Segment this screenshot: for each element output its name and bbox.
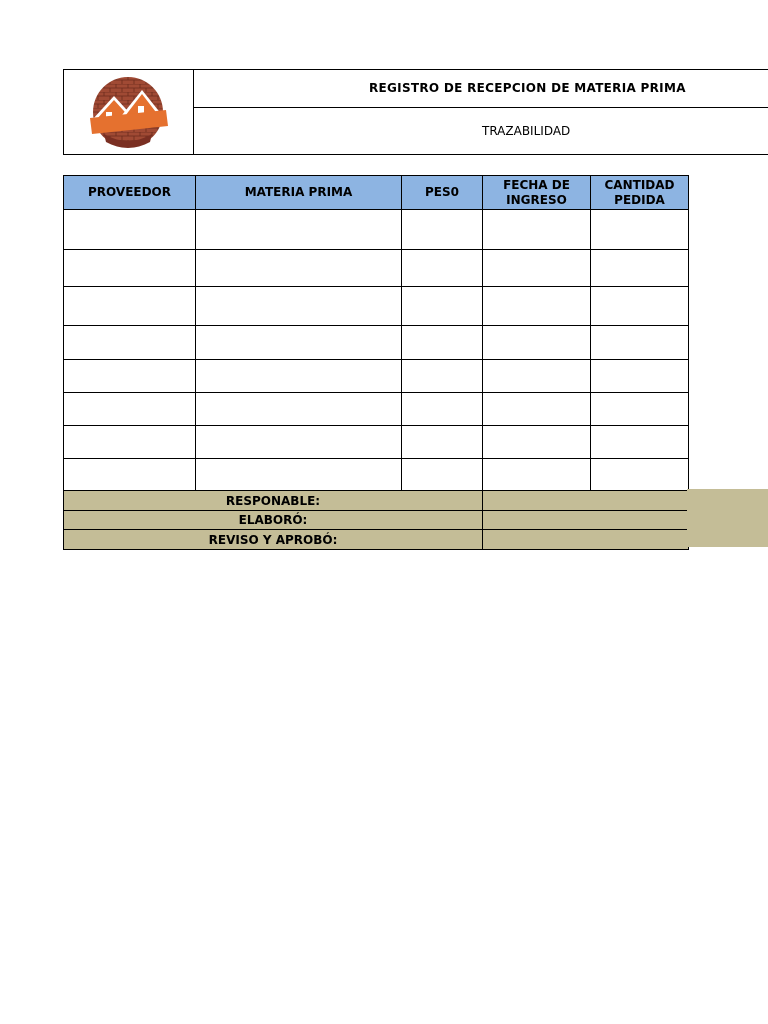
form-title-cell xyxy=(194,69,768,108)
table-cell[interactable] xyxy=(64,459,196,491)
elaboro-value[interactable] xyxy=(483,511,689,530)
table-cell[interactable] xyxy=(64,426,196,459)
form-subtitle: TRAZABILIDAD xyxy=(482,124,571,138)
table-header-row xyxy=(64,176,689,210)
table-cell[interactable] xyxy=(196,459,402,491)
table-cell[interactable] xyxy=(591,459,689,491)
table-cell[interactable] xyxy=(402,250,483,287)
table-row xyxy=(64,360,689,393)
table-row xyxy=(64,210,689,250)
form-subtitle-cell xyxy=(194,108,768,155)
table-cell[interactable] xyxy=(196,360,402,393)
form-header xyxy=(63,69,768,156)
table-cell[interactable] xyxy=(483,326,591,360)
elaboro-label: ELABORÓ: xyxy=(64,511,483,530)
table-cell[interactable] xyxy=(402,393,483,426)
table-cell[interactable] xyxy=(483,459,591,491)
column-header-materia-prima: MATERIA PRIMA xyxy=(196,176,402,210)
reviso-label: REVISO Y APROBÓ: xyxy=(64,530,483,550)
table-cell[interactable] xyxy=(483,210,591,250)
reviso-value[interactable] xyxy=(483,530,689,550)
responsable-value[interactable] xyxy=(483,491,689,511)
footer-row-reviso xyxy=(64,530,689,550)
table-cell[interactable] xyxy=(196,393,402,426)
table-cell[interactable] xyxy=(591,210,689,250)
table-cell[interactable] xyxy=(483,287,591,326)
table-row xyxy=(64,426,689,459)
responsable-label: RESPONABLE: xyxy=(64,491,483,511)
column-header-peso: PES0 xyxy=(402,176,483,210)
table-cell[interactable] xyxy=(64,250,196,287)
table-cell[interactable] xyxy=(196,426,402,459)
table-cell[interactable] xyxy=(196,210,402,250)
table-cell[interactable] xyxy=(402,426,483,459)
table-cell[interactable] xyxy=(591,250,689,287)
table-cell[interactable] xyxy=(483,426,591,459)
table-cell[interactable] xyxy=(483,360,591,393)
table-cell[interactable] xyxy=(196,287,402,326)
brick-house-logo-icon xyxy=(86,76,170,152)
table-cell[interactable] xyxy=(196,326,402,360)
column-header-fecha-ingreso: FECHA DE INGRESO xyxy=(483,176,591,210)
table-cell[interactable] xyxy=(591,360,689,393)
table-cell[interactable] xyxy=(591,287,689,326)
table-row xyxy=(64,459,689,491)
table-cell[interactable] xyxy=(402,210,483,250)
table-cell[interactable] xyxy=(196,250,402,287)
logo-cell xyxy=(63,69,194,155)
table-cell[interactable] xyxy=(64,287,196,326)
table-cell[interactable] xyxy=(402,360,483,393)
table-cell[interactable] xyxy=(591,393,689,426)
table-row xyxy=(64,250,689,287)
column-header-proveedor: PROVEEDOR xyxy=(64,176,196,210)
reception-table xyxy=(63,175,689,550)
footer-side-fill xyxy=(687,489,768,547)
form-title: REGISTRO DE RECEPCION DE MATERIA PRIMA xyxy=(369,81,686,95)
table-cell[interactable] xyxy=(64,326,196,360)
table-cell[interactable] xyxy=(64,360,196,393)
table-cell[interactable] xyxy=(483,250,591,287)
footer-row-responsable xyxy=(64,491,689,511)
table-cell[interactable] xyxy=(483,393,591,426)
table-row xyxy=(64,393,689,426)
table-cell[interactable] xyxy=(64,210,196,250)
table-cell[interactable] xyxy=(591,426,689,459)
table-cell[interactable] xyxy=(591,326,689,360)
footer-row-elaboro xyxy=(64,511,689,530)
table-row xyxy=(64,287,689,326)
table-cell[interactable] xyxy=(64,393,196,426)
table-cell[interactable] xyxy=(402,326,483,360)
table-row xyxy=(64,326,689,360)
column-header-cantidad-pedida: CANTIDAD PEDIDA xyxy=(591,176,689,210)
table-cell[interactable] xyxy=(402,287,483,326)
table-cell[interactable] xyxy=(402,459,483,491)
